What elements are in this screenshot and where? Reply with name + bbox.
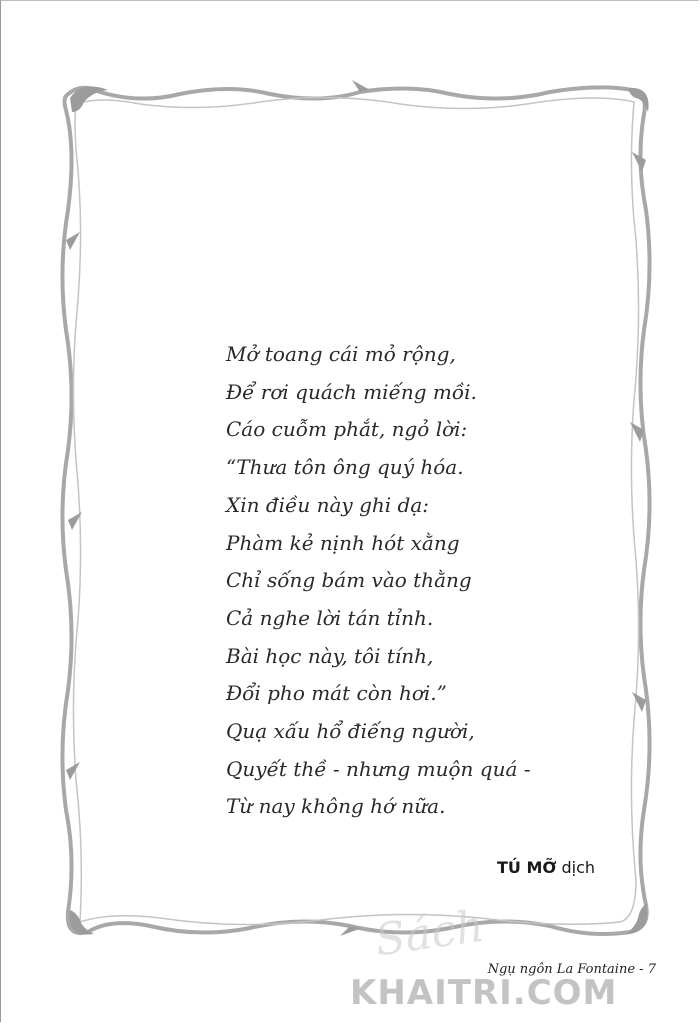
poem-line: Cả nghe lời tán tỉnh. [226, 605, 434, 630]
footer-separator: - [639, 962, 644, 977]
poem-line: Đổi pho mát còn hơi.” [226, 681, 447, 706]
running-footer [488, 962, 656, 977]
flourish-bottom-right [626, 904, 647, 934]
poem-line: Bài học này, tôi tính, [226, 643, 434, 668]
translator-name: TÚ MỠ [497, 858, 557, 877]
poem-line: “Thưa tôn ông quý hóa. [226, 455, 464, 480]
poem-line: Cáo cuỗm phắt, ngỏ lời: [226, 417, 468, 442]
flourish-left-3 [66, 762, 80, 780]
poem-stanza [226, 336, 531, 826]
watermark-script: Sách [371, 900, 488, 967]
poem-line: Phàm kẻ nịnh hót xằng [226, 530, 460, 555]
poem-line: Mở toang cái mỏ rộng, [226, 342, 456, 366]
book-title: Ngụ ngôn La Fontaine [487, 962, 636, 977]
flourish-bottom-mid [340, 926, 362, 936]
poem-line: Xin điều này ghi dạ: [226, 492, 429, 517]
watermark-text: KHAITRI.COM [350, 973, 618, 1013]
poem-line: Để rơi quách miếng mồi. [226, 379, 477, 404]
translator-suffix: dịch [561, 858, 596, 877]
page-number: 7 [647, 962, 656, 977]
flourish-top-mid [352, 80, 370, 92]
poem-line: Từ nay không hớ nữa. [226, 794, 446, 819]
poem-line: Quạ xấu hổ điếng người, [226, 719, 475, 744]
poem-line: Chỉ sống bám vào thằng [226, 568, 472, 593]
poem-line: Quyết thề - nhưng muộn quá - [226, 756, 531, 781]
translator-credit [497, 858, 595, 877]
flourish-right-3 [632, 692, 646, 712]
flourish-left-1 [66, 232, 80, 250]
